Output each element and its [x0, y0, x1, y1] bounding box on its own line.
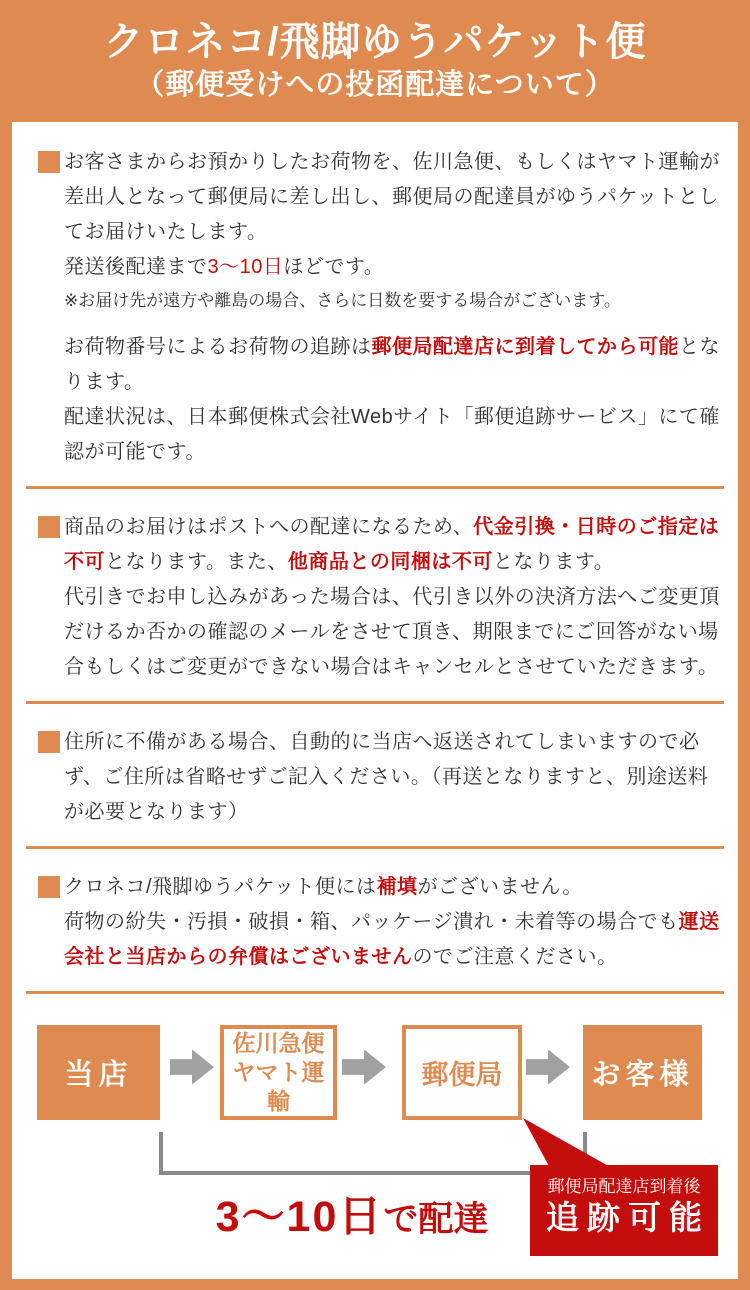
- section-divider: [26, 486, 724, 489]
- text: 住所に不備がある場合、自動的に当店へ返送されてしまいますので必ず、ご住所は省略せずご記入ください。（再送となりますと、別途送料が必要となります）: [64, 731, 709, 823]
- text: となります。また、: [105, 551, 288, 573]
- text: 商品のお届けはポストへの配達になるため、: [64, 516, 474, 538]
- arrow-right-icon: [526, 1045, 570, 1089]
- highlighted-text: 運送会社と当店からの弁償はございません: [64, 911, 720, 968]
- text: となります。: [64, 336, 720, 393]
- paragraph: [64, 285, 720, 316]
- flow-box-label: 佐川急便: [232, 1030, 325, 1056]
- text: のでご注意ください。: [412, 946, 618, 968]
- info-section: [12, 725, 738, 830]
- flow-box-carrier: [220, 1025, 337, 1120]
- highlighted-text: 補填: [376, 876, 418, 898]
- flow-box-customer: [583, 1025, 702, 1120]
- text: クロネコ/飛脚ゆうパケット便には: [64, 876, 377, 898]
- flow-diagram: [12, 1015, 738, 1279]
- duration-label: [112, 1183, 592, 1244]
- flow-box-post-office: [402, 1025, 522, 1120]
- page-header: [0, 0, 750, 122]
- paragraph: [64, 580, 720, 685]
- highlighted-text: 代金引換・日時のご指定は不可: [64, 516, 720, 573]
- paragraph: [64, 250, 720, 285]
- page-subtitle: （郵便受けへの投函配達について）: [135, 69, 615, 101]
- text: お客さまからお預かりしたお荷物を、佐川急便、もしくはヤマト運輸が差出人となって郵便局に差し出し、郵便局の配達員がゆうパケットとしてお届けいたします。: [64, 151, 720, 243]
- text: 代引きでお申し込みがあった場合は、代引き以外の決済方法へご変更頂だけるか否かの確認のメールをさせて頂き、期限までにご回答がない場合もしくはご変更ができない場合はキャンセルとさせていただきます。: [64, 586, 720, 678]
- content-sheet: [12, 122, 738, 1279]
- highlighted-text: 他商品との同梱は不可: [287, 551, 493, 573]
- flow-box-label: お客様: [591, 1059, 694, 1091]
- section-divider: [26, 701, 724, 704]
- paragraph: [64, 870, 720, 905]
- flow-box-label: 郵便局: [421, 1060, 503, 1090]
- page-title: クロネコ/飛脚ゆうパケット便: [103, 20, 647, 64]
- text: 配達状況は、日本郵便株式会社Webサイト「郵便追跡サービス」にて確認が可能です。: [64, 406, 720, 463]
- callout-line2: 追跡可能: [546, 1199, 710, 1236]
- text: お荷物番号によるお荷物の追跡は: [64, 336, 372, 358]
- duration-suffix: で配達: [383, 1200, 489, 1239]
- text: ※お届け先が遠方や離島の場合、さらに日数を要する場合がございます。: [64, 291, 621, 310]
- text: 荷物の紛失・汚損・破損・箱、パッケージ潰れ・未着等の場合でも: [64, 911, 679, 933]
- bullet-square-icon: [38, 876, 60, 898]
- sections: [12, 145, 738, 994]
- section-divider: [26, 991, 724, 994]
- flow-box-label: ヤマト運輸: [232, 1059, 325, 1114]
- bullet-square-icon: [38, 731, 60, 753]
- info-section: [12, 510, 738, 685]
- paragraph: [64, 905, 720, 975]
- info-section: [12, 145, 738, 470]
- paragraph: [64, 510, 720, 580]
- flow-box-shop: [37, 1025, 160, 1120]
- tracking-callout: [530, 1165, 718, 1256]
- info-section: [12, 870, 738, 975]
- duration-days: 3〜10日: [215, 1193, 384, 1241]
- text: がございません。: [417, 876, 583, 898]
- text: ほどです。: [283, 256, 385, 278]
- highlighted-text: 3〜10日: [207, 256, 284, 278]
- text: となります。: [492, 551, 615, 573]
- bullet-square-icon: [38, 151, 60, 173]
- arrow-right-icon: [342, 1045, 386, 1089]
- duration-bracket: [159, 1171, 587, 1175]
- section-divider: [26, 846, 724, 849]
- callout-line1: 郵便局配達店到着後: [547, 1177, 701, 1196]
- paragraph: [64, 400, 720, 470]
- paragraph: [64, 330, 720, 400]
- bullet-square-icon: [38, 516, 60, 538]
- text: 発送後配達まで: [64, 256, 208, 278]
- paragraph: [64, 145, 720, 250]
- arrow-right-icon: [170, 1045, 214, 1089]
- paragraph: [64, 725, 720, 830]
- duration-bracket-left-tick: [159, 1132, 163, 1175]
- flow-box-label: 当店: [64, 1059, 133, 1091]
- highlighted-text: 郵便局配達店に到着してから可能: [371, 336, 679, 358]
